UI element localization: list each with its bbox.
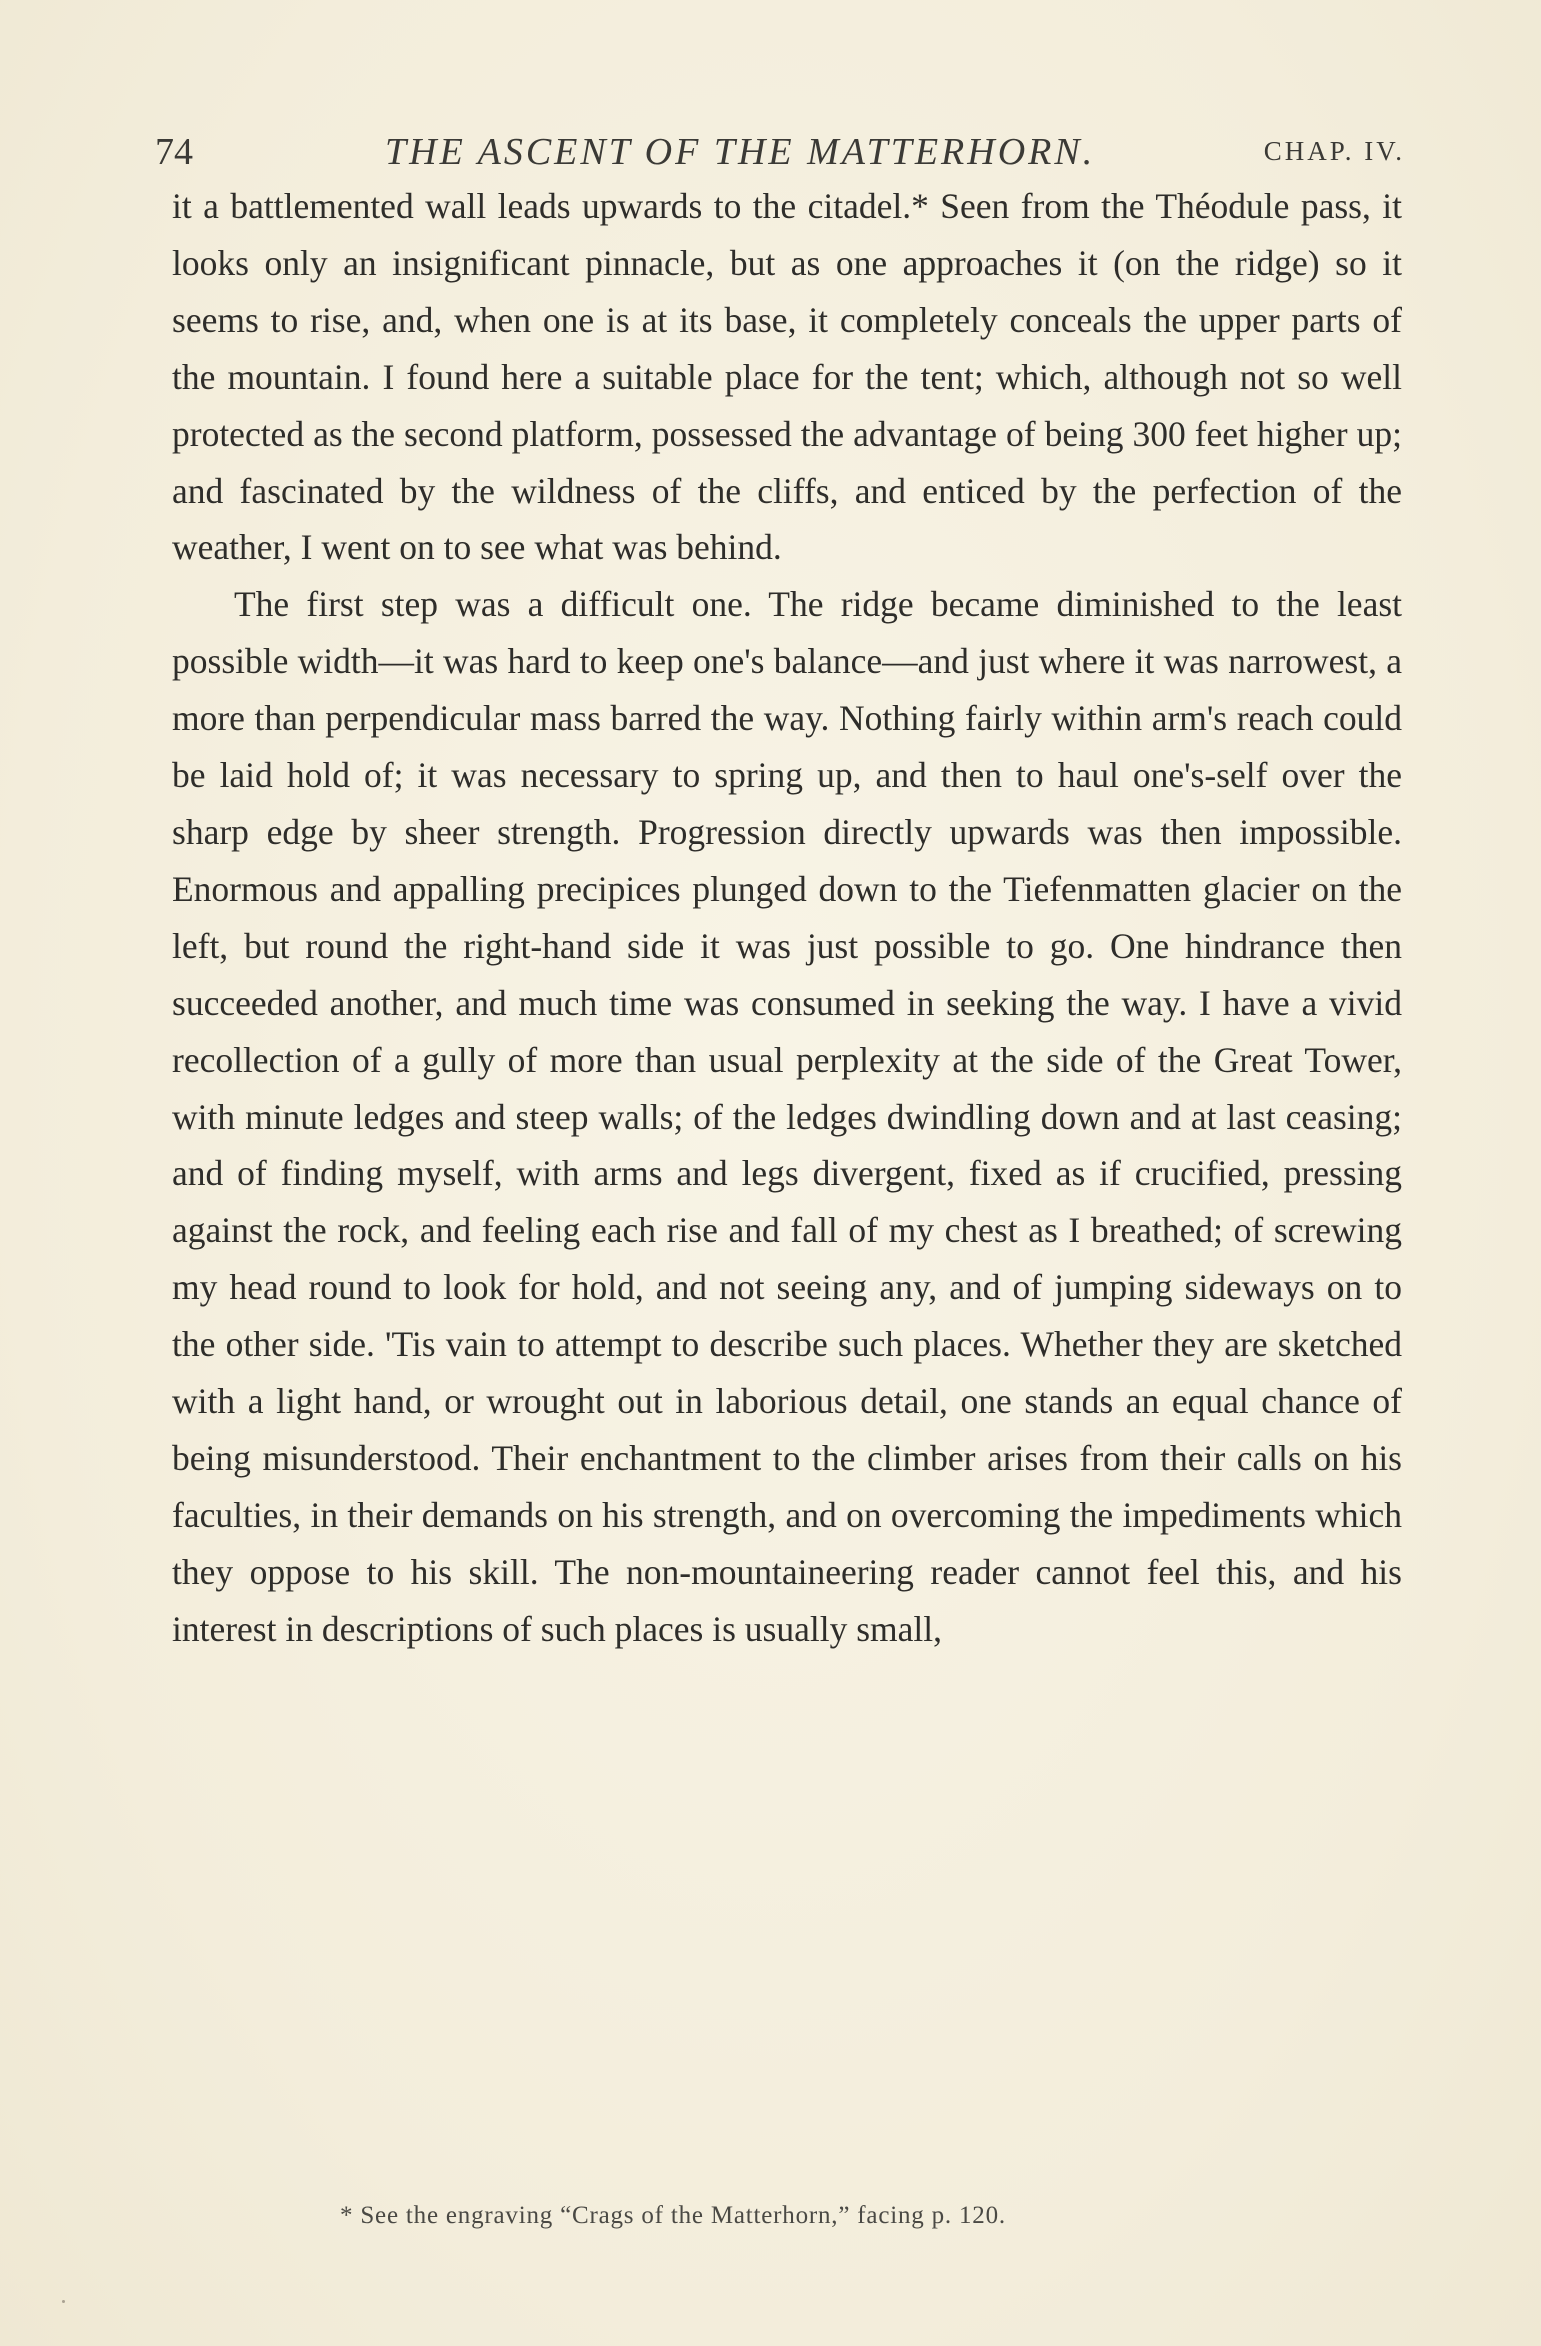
paragraph-1: it a battlemented wall leads upwards to the citadel.* Seen from the Théodule pass, it looks only an insignificant pinnacle, but as one approaches it (on the ridge) so it seems to rise, and, when one is at its base, it completely conceals the upper parts of the mountain. I found here a suitable place for the tent; which, although not so well protected as the second platform, possessed the advantage of being 300 feet higher up; and fascinated by the wildness of the cliffs, and enticed by the perfection of the weather, I went on to see what was behind. [172, 186, 1402, 568]
body-text [172, 178, 1402, 1658]
chapter-label: CHAP. IV. [1263, 136, 1405, 166]
footnote: * See the engraving “Crags of the Matterhorn,” facing p. 120. [340, 2202, 1006, 2229]
running-head [155, 130, 1405, 180]
paper-speck [62, 2300, 65, 2303]
page-number: 74 [155, 131, 193, 173]
paragraph-2: The first step was a difficult one. The ridge became diminished to the least possible width—it was hard to keep one's balance—and just where it was narrowest, a more than perpendicular mass barred the way. Nothing fairly within arm's reach could be laid hold of; it was necessary to spring up, and then to haul one's-self over the sharp edge by sheer strength. Progression directly upwards was then impossible. Enormous and appalling precipices plunged down to the Tiefenmatten glacier on the left, but round the right-hand side it was just possible to go. One hindrance then succeeded another, and much time was consumed in seeking the way. I have a vivid recollection of a gully of more than usual perplexity at the side of the Great Tower, with minute ledges and steep walls; of the ledges dwindling down and at last ceasing; and of finding myself, with arms and legs divergent, fixed as if crucified, pressing against the rock, and feeling each rise and fall of my chest as I breathed; of screwing my head round to look for hold, and not seeing any, and of jumping sideways on to the other side. 'Tis vain to attempt to describe such places. Whether they are sketched with a light hand, or wrought out in laborious detail, one stands an equal chance of being misunderstood. Their enchantment to the climber arises from their calls on his faculties, in their demands on his strength, and on overcoming the impediments which they oppose to his skill. The non-mountaineering reader cannot feel this, and his interest in descriptions of such places is usually small, [172, 584, 1402, 1649]
running-title: THE ASCENT OF THE MATTERHORN. [385, 131, 1096, 173]
